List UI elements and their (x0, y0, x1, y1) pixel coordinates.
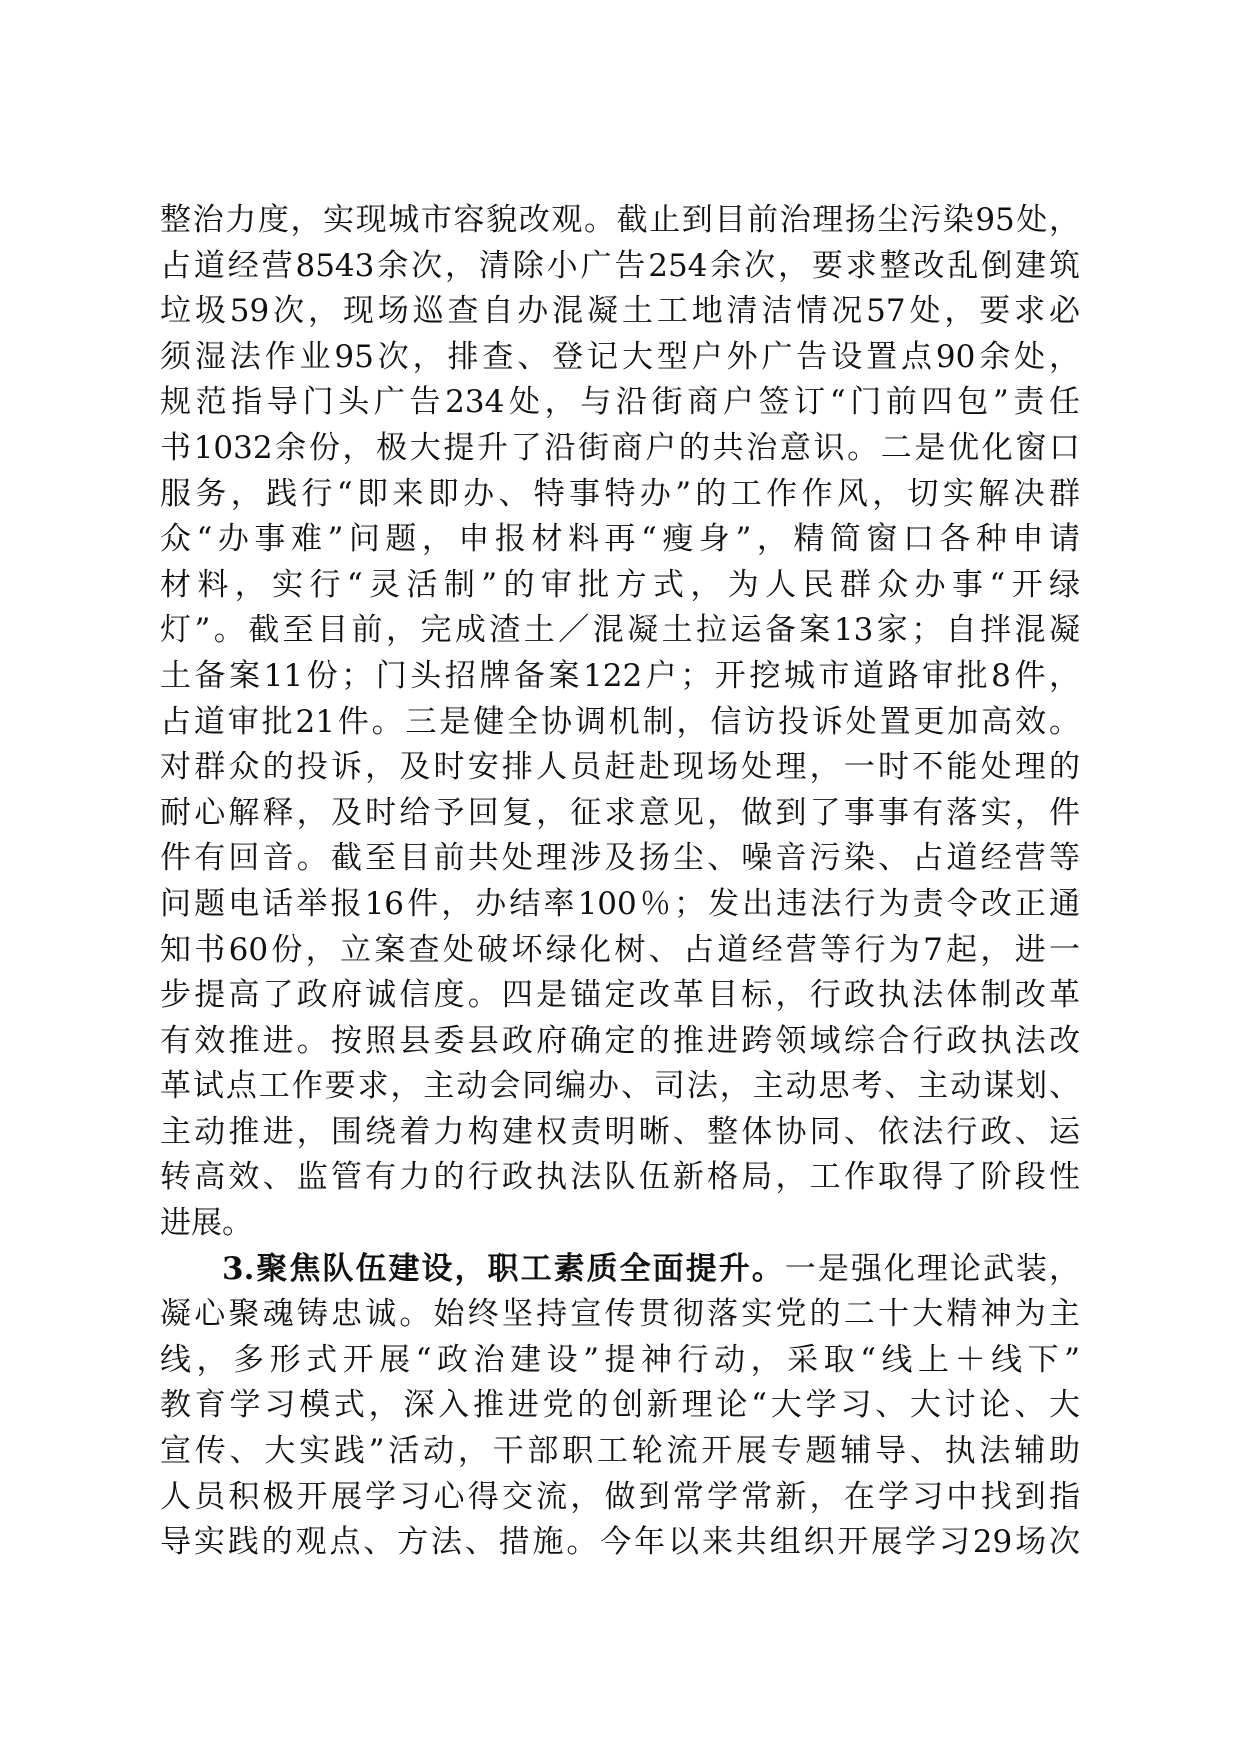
text-line: 整治力度，实现城市容貌改观。截止到目前治理扬尘污染95处， (160, 202, 1080, 238)
text-line: 进展。 (160, 1205, 253, 1242)
text-line: 教育学习模式，深入推进党的创新理论“大学习、大讨论、大 (160, 1387, 1080, 1424)
text-line: 对群众的投诉，及时安排人员赶赴现场处理，一时不能处理的 (160, 749, 1080, 786)
text-line: 土备案11份；门头招牌备案122户；开挖城市道路审批8件， (160, 657, 1080, 694)
text-line: 人员积极开展学习心得交流，做到常学常新，在学习中找到指 (160, 1478, 1080, 1515)
text-line: 问题电话举报16件，办结率100％；发出违法行为责令改正通 (160, 885, 1080, 922)
text-line: 材料，实行“灵活制”的审批方式，为人民群众办事“开绿 (160, 566, 1080, 603)
text-line: 须湿法作业95次，排查、登记大型户外广告设置点90余处， (160, 338, 1080, 375)
paragraph-team-building (160, 1247, 1080, 1566)
text-line: 线，多形式开展“政治建设”提神行动，采取“线上＋线下” (160, 1341, 1080, 1378)
text-line: 规范指导门头广告234处，与沿街商户签订“门前四包”责任 (160, 384, 1080, 421)
text-line: 耐心解释，及时给予回复，征求意见，做到了事事有落实，件 (160, 794, 1080, 831)
text-line: 占道经营8543余次，清除小广告254余次，要求整改乱倒建筑 (160, 247, 1080, 284)
text-line: 转高效、监管有力的行政执法队伍新格局，工作取得了阶段性 (160, 1159, 1080, 1196)
text-line: 占道审批21件。三是健全协调机制，信访投诉处置更加高效。 (160, 703, 1080, 740)
section-heading: 3.聚焦队伍建设，职工素质全面提升。 (222, 1250, 785, 1287)
text-line: 众“办事难”问题，申报材料再“瘦身”，精简窗口各种申请 (160, 521, 1080, 558)
text-line: 书1032余份，极大提升了沿街商户的共治意识。二是优化窗口 (160, 429, 1080, 466)
text-line: 革试点工作要求，主动会同编办、司法，主动思考、主动谋划、 (160, 1068, 1080, 1105)
text-line: 灯”。截至目前，完成渣土／混凝土拉运备案13家；自拌混凝 (160, 612, 1080, 649)
text-line: 凝心聚魂铸忠诚。始终坚持宣传贯彻落实党的二十大精神为主 (160, 1296, 1080, 1333)
heading-line-rest: 一是强化理论武装， (784, 1250, 1080, 1287)
text-line: 垃圾59次，现场巡查自办混凝土工地清洁情况57处，要求必 (160, 293, 1080, 330)
text-line: 知书60份，立案查处破坏绿化树、占道经营等行为7起，进一 (160, 931, 1080, 968)
paragraph-city-governance (160, 198, 1080, 1247)
document-page (160, 198, 1080, 1566)
section-heading-line (160, 1247, 1080, 1293)
text-line: 主动推进，围绕着力构建权责明晰、整体协同、依法行政、运 (160, 1113, 1080, 1150)
text-line: 导实践的观点、方法、措施。今年以来共组织开展学习29场次 (160, 1524, 1080, 1561)
text-line: 服务，践行“即来即办、特事特办”的工作作风，切实解决群 (160, 475, 1080, 512)
text-line: 步提高了政府诚信度。四是锚定改革目标，行政执法体制改革 (160, 977, 1080, 1014)
text-line: 宣传、大实践”活动，干部职工轮流开展专题辅导、执法辅助 (160, 1433, 1080, 1470)
text-line: 件有回音。截至目前共处理涉及扬尘、噪音污染、占道经营等 (160, 840, 1080, 877)
text-line: 有效推进。按照县委县政府确定的推进跨领域综合行政执法改 (160, 1022, 1080, 1059)
